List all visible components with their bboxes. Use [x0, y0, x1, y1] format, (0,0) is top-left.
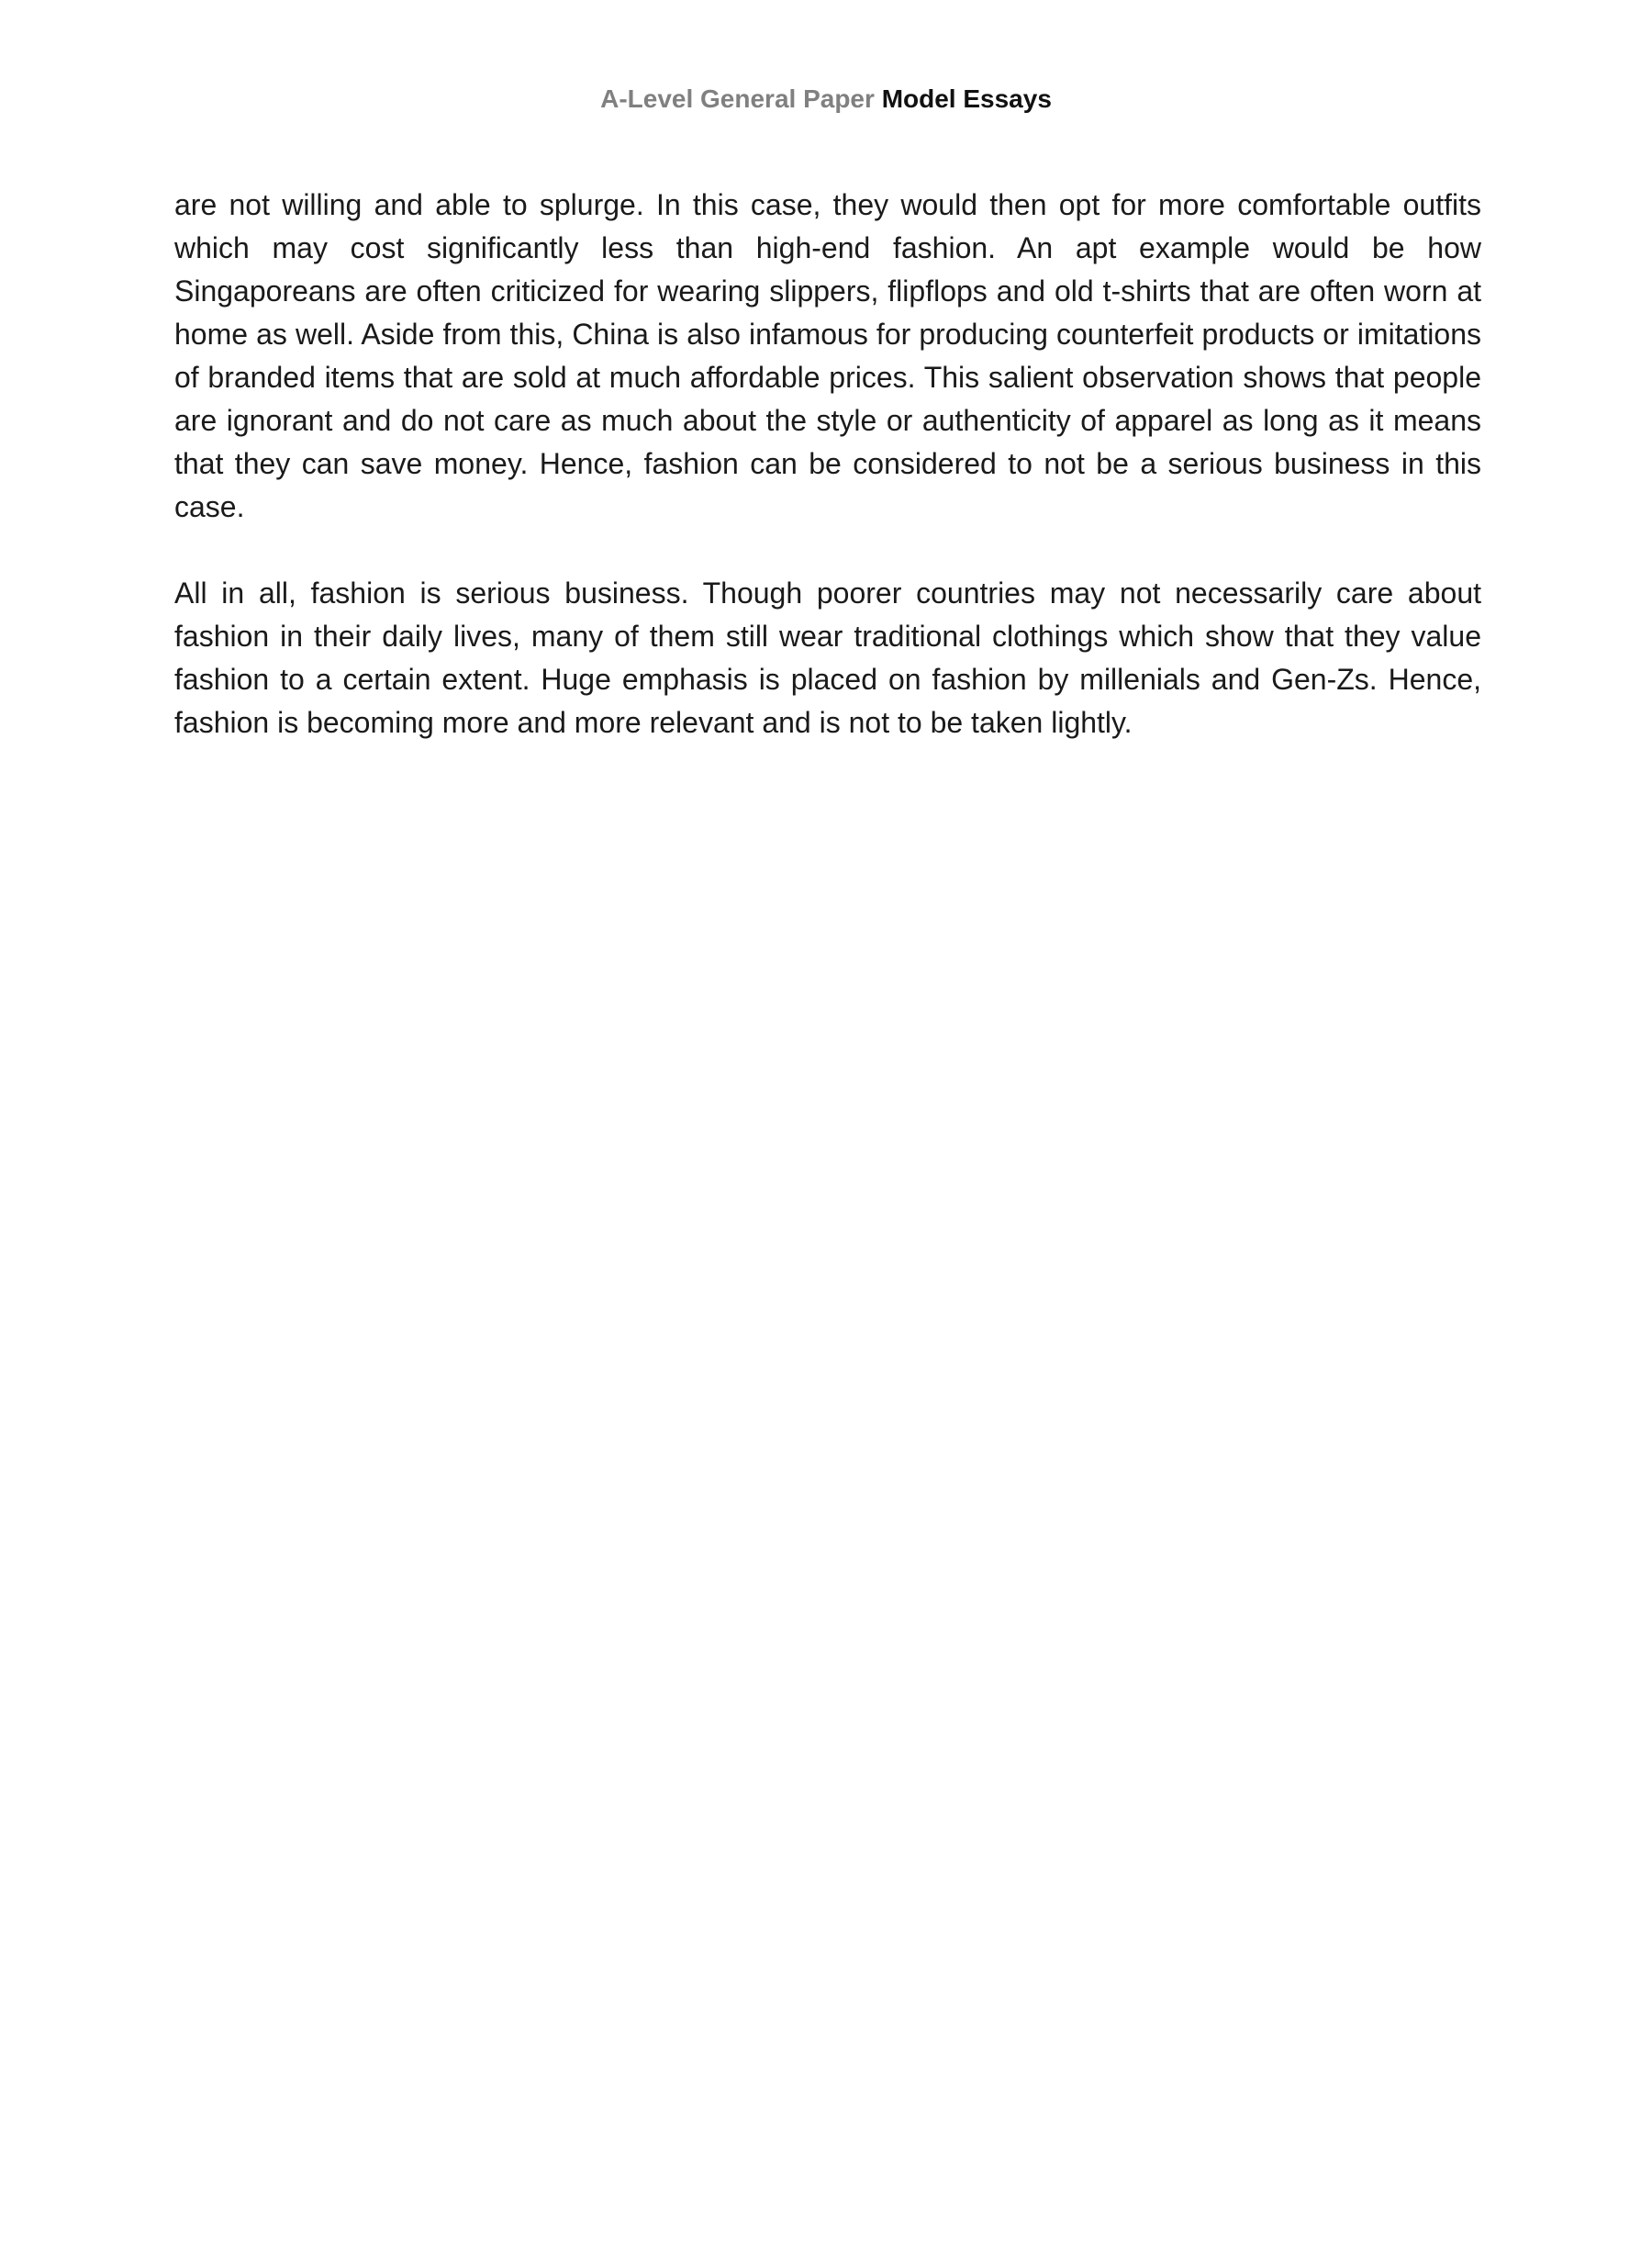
running-header [0, 81, 1652, 118]
essay-body [174, 184, 1481, 788]
header-series-text: A-Level General Paper [600, 84, 875, 113]
header-title-text: Model Essays [881, 84, 1052, 113]
essay-paragraph: are not willing and able to splurge. In this case, they would then opt for more comfortable outfits which may cost significantly less than high-end fashion. An apt example would be how Singaporeans are often criticized for wearing slippers, flipflops and old t-shirts that are often worn at home as well. Aside from this, China is also infamous for producing counterfeit products or imitations of branded items that are sold at much affordable prices. This salient observation shows that people are ignorant and do not care as much about the style or authenticity of apparel as long as it means that they can save money. Hence, fashion can be considered to not be a serious business in this case. [174, 188, 1481, 523]
essay-paragraph-conclusion: All in all, fashion is serious business. Though poorer countries may not necessarily care about fashion in their daily lives, many of them still wear traditional clothings which show that they value fashion to a certain extent. Huge emphasis is placed on fashion by millenials and Gen-Zs. Hence, fashion is becoming more and more relevant and is not to be taken lightly. [174, 576, 1481, 739]
